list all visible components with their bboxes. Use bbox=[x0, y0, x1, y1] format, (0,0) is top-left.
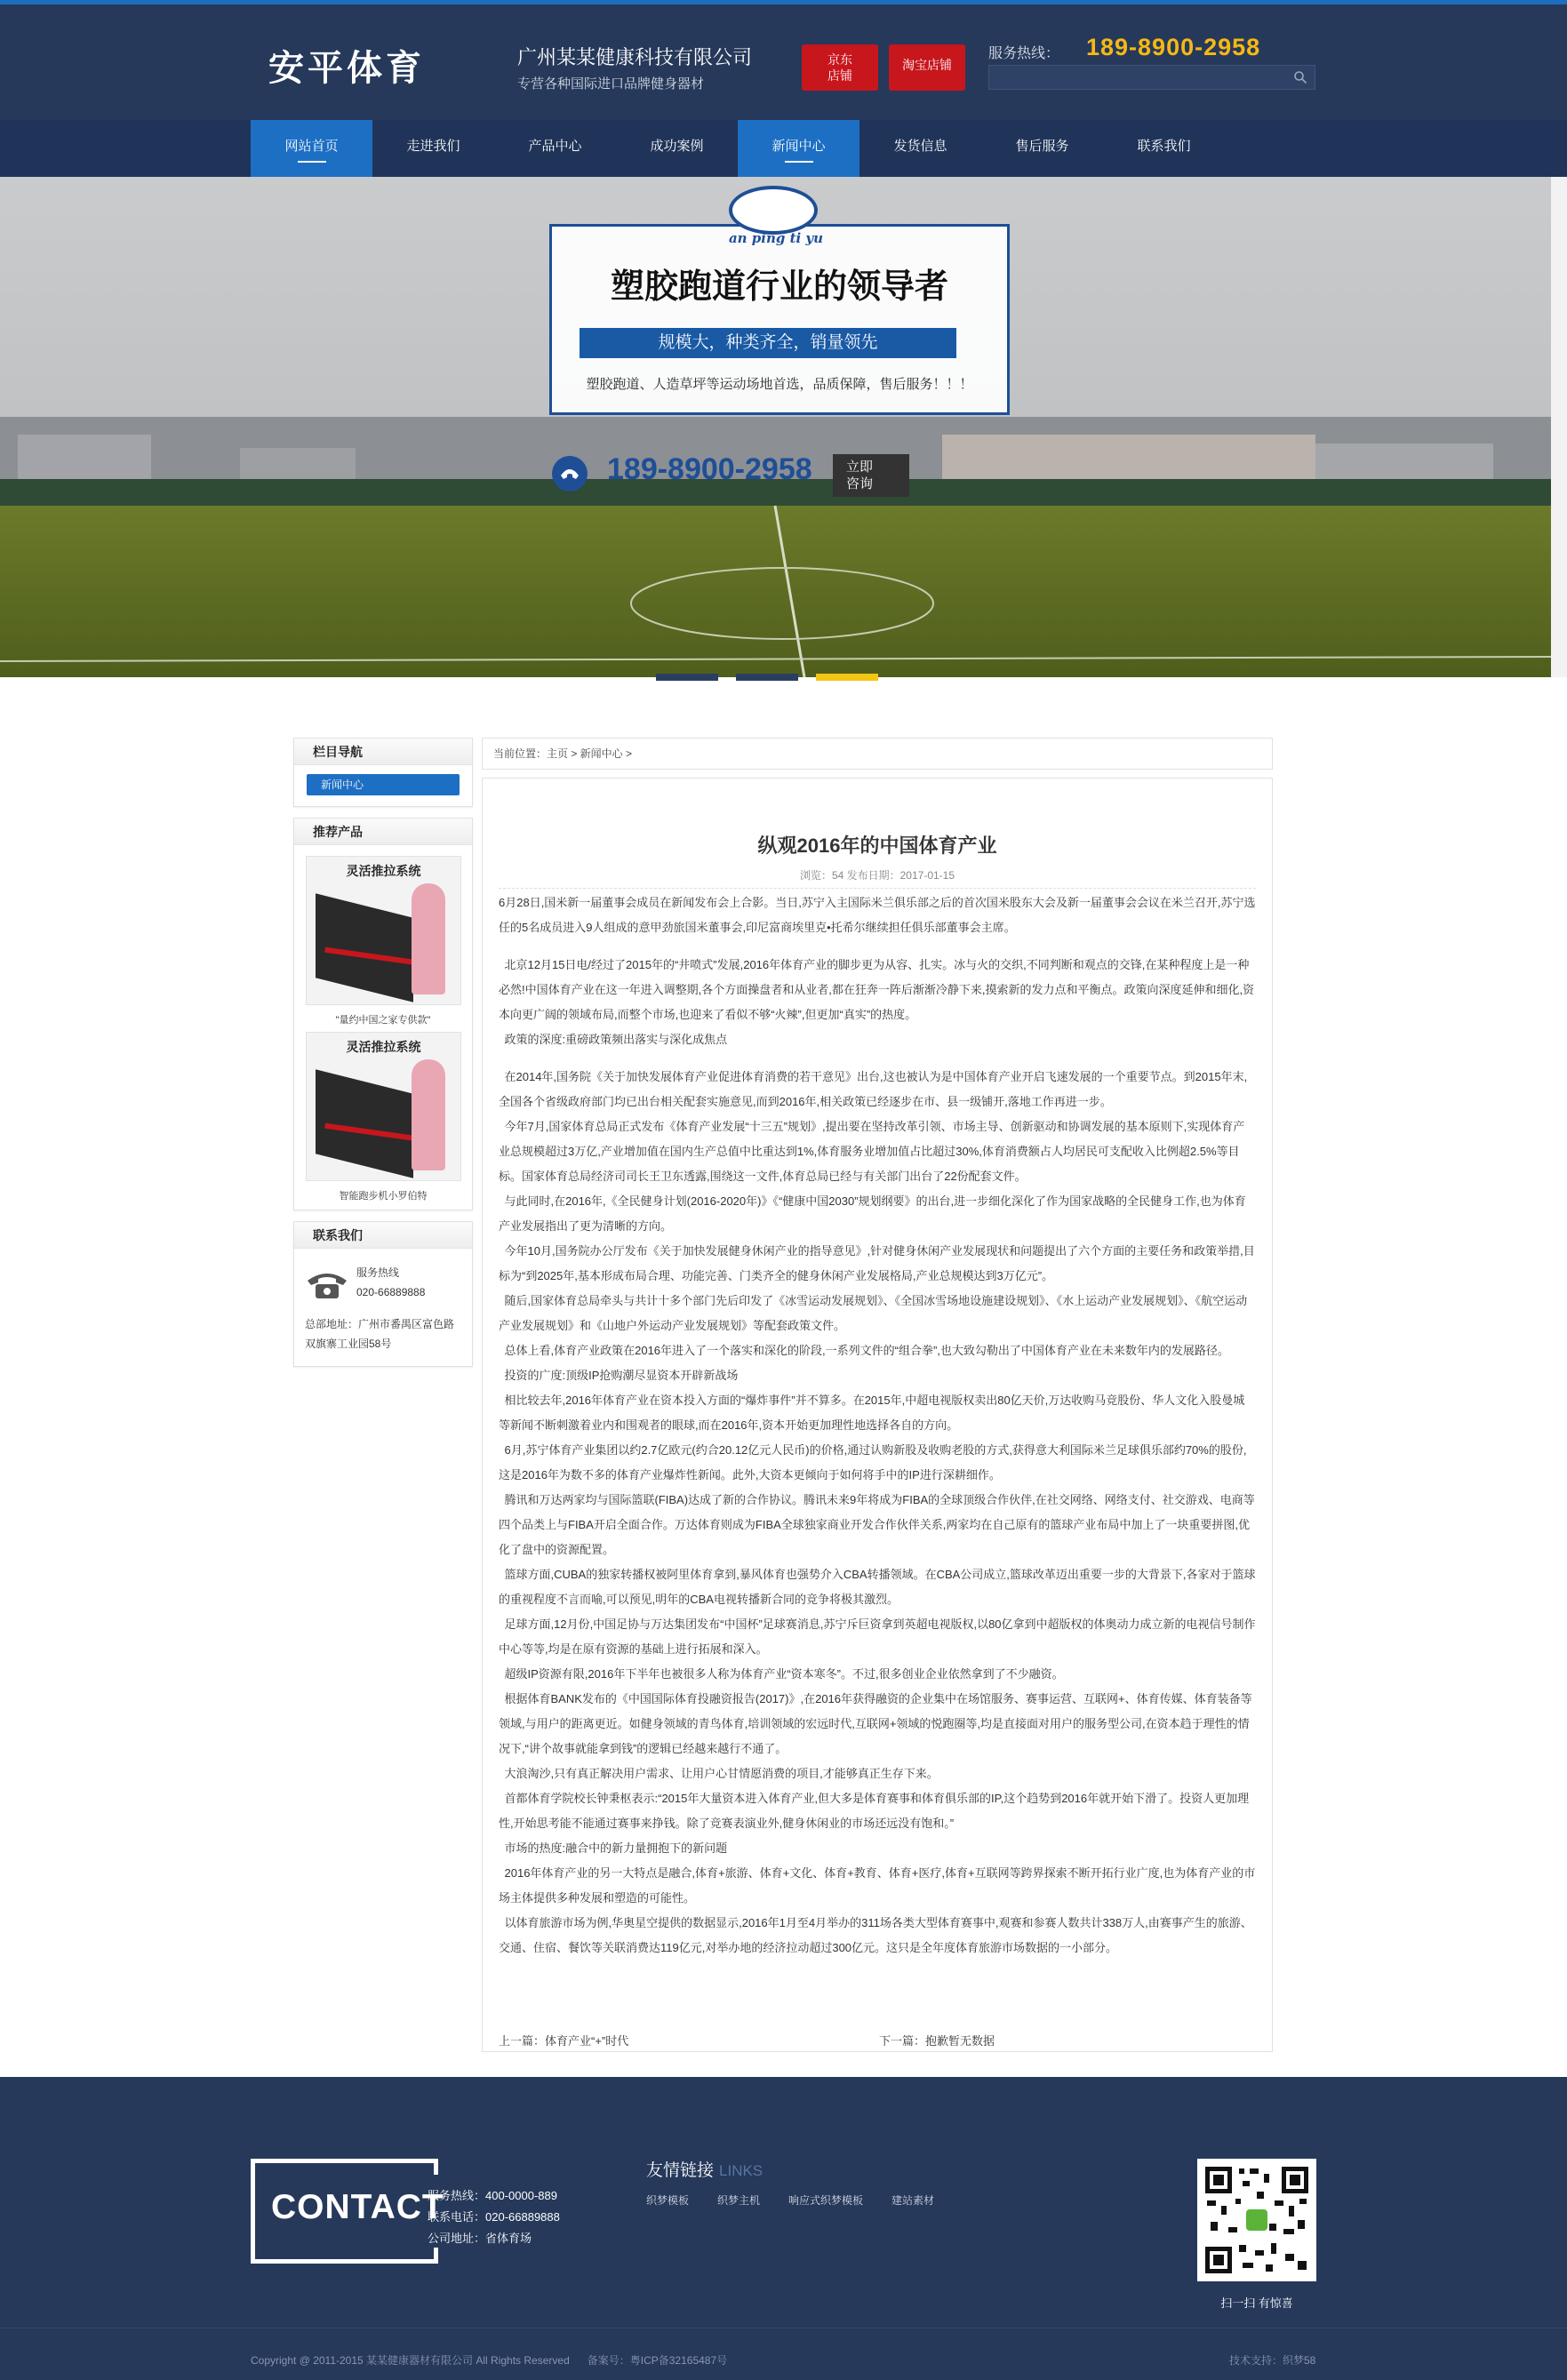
banner-tagline: 规模大，种类齐全，销量领先 bbox=[580, 328, 956, 358]
banner-dot-2[interactable] bbox=[736, 674, 798, 681]
friend-link[interactable]: 织梦主机 bbox=[717, 2194, 761, 2207]
footer-contact-info bbox=[428, 2185, 560, 2249]
product-caption[interactable]: 智能跑步机小罗伯特 bbox=[339, 1191, 428, 1202]
footer-contact-phone: 联系电话：020-66889888 bbox=[428, 2210, 560, 2224]
banner-consult-button[interactable]: 立即 咨询 bbox=[833, 454, 909, 497]
contact-logo-text: CONTACT bbox=[271, 2188, 444, 2226]
search-box bbox=[988, 65, 1315, 90]
contact-title: 联系我们 bbox=[294, 1222, 472, 1249]
article-paragraph: 今年7月,国家体育总局正式发布《体育产业发展“十三五”规划》,提出要在坚持改革引领、市场主导、创新驱动和协调发展的基本原则下,实现体育产业总规模超过3万亿,产业增加值在国内生产总值中比重达到1%,体育服务业增加值占比超过30%,体育消费额占人均居民可支配收入比例超2.5%等目标。国家体育总局经济司司长王卫东透露,围绕这一文件,体育总局已经与有关部门出台了22份配套文件。 bbox=[499, 1120, 1245, 1183]
nav-item-about[interactable]: 走进我们 bbox=[406, 139, 460, 154]
qr-code bbox=[1197, 2159, 1316, 2281]
qr-code-image bbox=[1203, 2165, 1310, 2275]
nav-item-products[interactable]: 产品中心 bbox=[528, 139, 582, 154]
prev-article-link[interactable]: 上一篇：体育产业“+”时代 bbox=[499, 2034, 629, 2048]
banner-dot-3[interactable] bbox=[816, 674, 878, 681]
company-slogan: 专营各种国际进口品牌健身器材 bbox=[517, 76, 705, 92]
banner-dot-1[interactable] bbox=[656, 674, 718, 681]
banner-brand-mark bbox=[729, 186, 818, 235]
hotline-label: 服务热线： bbox=[988, 46, 1060, 61]
product-image[interactable] bbox=[306, 1032, 461, 1181]
main-nav bbox=[0, 120, 1567, 177]
page-scrollbar[interactable] bbox=[1551, 177, 1567, 677]
article-paragraph: 足球方面,12月份,中国足协与万达集团发布“中国杯”足球赛消息,苏宁斥巨资拿到英超电视版权,以80亿拿到中超版权的体奥动力成立新的电视信号制作中心等等,均是在原有资源的基础上进行拓展和深入。 bbox=[499, 1617, 1256, 1656]
sidebar bbox=[293, 738, 473, 1378]
site-logo[interactable]: 安平体育 bbox=[268, 48, 425, 89]
model-figure bbox=[412, 1059, 445, 1170]
product-image-title: 灵活推拉系统 bbox=[346, 1040, 421, 1054]
article-paragraph: 相比较去年,2016年体育产业在资本投入方面的“爆炸事件”并不算多。在2015年,中超电视版权卖出80亿天价,万达收购马竞股份、华人文化入股曼城等新闻不断刺激着业内和围观者的眼球,而在2016年,资本开始更加理性地选择各自的方向。 bbox=[499, 1394, 1245, 1432]
site-header bbox=[0, 4, 1567, 120]
company-name: 广州某某健康科技有限公司 bbox=[517, 46, 753, 68]
breadcrumb[interactable]: 当前位置：主页 > 新闻中心 > bbox=[482, 738, 1273, 770]
article-paragraph: 在2014年,国务院《关于加快发展体育产业促进体育消费的若干意见》出台,这也被认为是中国体育产业开启飞速发展的一个重要节点。到2015年末,全国各个省级政府部门均已出台相关配套实施意见,而到2016年,相关政策已经逐步在市、县一级铺开,落地工作再进一步。 bbox=[499, 1070, 1248, 1108]
service-label: 服务热线 bbox=[356, 1266, 400, 1279]
model-figure bbox=[412, 883, 445, 994]
article-paragraph: 总体上看,体育产业政策在2016年进入了一个落实和深化的阶段,一系列文件的“组合拳”,也大致勾勒出了中国体育产业在未来数年内的发展路径。 bbox=[504, 1344, 1229, 1357]
article-paragraph: 大浪淘沙,只有真正解决用户需求、让用户心甘情愿消费的项目,才能够真正生存下来。 bbox=[504, 1767, 939, 1780]
nav-item-aftersales[interactable]: 售后服务 bbox=[1015, 139, 1069, 154]
banner-headline: 塑胶跑道行业的领导者 bbox=[610, 268, 948, 306]
footer-service-phone: 服务热线：400-0000-889 bbox=[428, 2189, 557, 2202]
banner-brand: an ping ti yu bbox=[728, 230, 824, 246]
nav-item-news[interactable]: 新闻中心 bbox=[738, 120, 859, 177]
article-paragraph: 市场的热度:融合中的新力量拥抱下的新问题 bbox=[504, 1841, 728, 1855]
service-phone: 020-66889888 bbox=[356, 1286, 426, 1298]
contact-logo-corner bbox=[434, 2248, 438, 2264]
telephone-icon bbox=[305, 1270, 349, 1300]
friend-links bbox=[646, 2192, 963, 2208]
jd-store-button[interactable]: 京东 店铺 bbox=[802, 44, 878, 91]
footer-address: 公司地址：省体育场 bbox=[428, 2232, 532, 2245]
site-footer bbox=[0, 2077, 1567, 2380]
hero-banner[interactable] bbox=[0, 177, 1551, 677]
nav-item-home[interactable]: 网站首页 bbox=[251, 120, 372, 177]
recommended-products-box bbox=[293, 818, 473, 1210]
article-paragraph: 首都体育学院校长钟秉枢表示:“2015年大量资本进入体育产业,但大多是体育赛事和体育俱乐部的IP,这个趋势到2016年就开始下滑了。投资人更加理性,开始思考能不能通过赛事来挣钱。除了竞赛表演业外,健身休闲业的市场还远没有饱和。” bbox=[499, 1792, 1250, 1830]
recommended-products-title: 推荐产品 bbox=[294, 819, 472, 845]
article-body bbox=[499, 891, 1256, 1961]
category-nav-box bbox=[293, 738, 473, 807]
article-paragraph: 根据体育BANK发布的《中国国际体育投融资报告(2017)》,在2016年获得融资的企业集中在场馆服务、赛事运营、互联网+、体育传媒、体育装备等领域,与用户的距离更近。如健身领域的青鸟体育,培训领域的宏远时代,互联网+领域的悦跑圈等,均是直接面对用户的服务型公司,在资本趋于理性的情况下,“讲个故事就能拿到钱”的逻辑已经越来越行不通了。 bbox=[499, 1692, 1252, 1755]
article-paragraph: 腾讯和万达两家均与国际篮联(FIBA)达成了新的合作协议。腾讯未来9年将成为FIBA的全球顶级合作伙伴,在社交网络、网络支付、社交游戏、电商等四个品类上与FIBA开启全面合作。万达体育则成为FIBA全球独家商业开发合作伙伴关系,两家均在自己原有的篮球产业布局中加上了一块重要拼图,优化了盘中的资源配置。 bbox=[499, 1493, 1255, 1556]
product-image[interactable] bbox=[306, 856, 461, 1005]
banner-description: 塑胶跑道、人造草坪等运动场地首选，品质保障，售后服务！！！ bbox=[586, 377, 973, 392]
hotline-number: 189-8900-2958 bbox=[1086, 34, 1261, 60]
nav-item-cases[interactable]: 成功案例 bbox=[650, 139, 704, 154]
sidebar-item-news[interactable]: 新闻中心 bbox=[307, 774, 460, 795]
article-paragraph: 6月,苏宁体育产业集团以约2.7亿欧元(约合20.12亿元人民币)的价格,通过认购新股及收购老股的方式,获得意大利国际米兰足球俱乐部约70%的股份,这是2016年为数不多的体育产业爆炸性新闻。此外,大资本更倾向于如何将手中的IP进行深耕细作。 bbox=[499, 1443, 1247, 1482]
friend-link[interactable]: 织梦模板 bbox=[646, 2194, 690, 2207]
friend-links-title bbox=[646, 2157, 763, 2181]
contact-logo-corner bbox=[434, 2159, 438, 2175]
article-paragraph: 超级IP资源有限,2016年下半年也被很多人称为体育产业“资本寒冬”。不过,很多创业企业依然拿到了不少融资。 bbox=[504, 1667, 1064, 1681]
article-paragraph: 投资的广度:顶级IP抢购潮尽显资本开辟新战场 bbox=[504, 1369, 739, 1382]
product-image-title: 灵活推拉系统 bbox=[346, 864, 421, 878]
search-input[interactable] bbox=[989, 66, 1283, 89]
search-icon[interactable] bbox=[1293, 70, 1307, 84]
product-card[interactable] bbox=[306, 1032, 460, 1208]
article-paragraph: 6月28日,国米新一届董事会成员在新闻发布会上合影。当日,苏宁入主国际米兰俱乐部之后的首次国米股东大会及新一届董事会会议在米兰召开,苏宁选任的5名成员进入9人组成的意甲劲旅国米董事会,印尼富商埃里克•托希尔继续担任俱乐部董事会主席。 bbox=[499, 896, 1256, 934]
qr-caption: 扫一扫 有惊喜 bbox=[1220, 2296, 1293, 2310]
nav-item-contact[interactable]: 联系我们 bbox=[1137, 139, 1191, 154]
friend-links-title-cn: 友情链接 bbox=[646, 2161, 715, 2180]
banner-pager bbox=[0, 674, 1567, 681]
friend-link[interactable]: 响应式织梦模板 bbox=[788, 2194, 864, 2207]
friend-links-title-en: LINKS bbox=[719, 2162, 764, 2179]
article bbox=[482, 778, 1273, 2052]
tech-support[interactable]: 技术支持：织梦58 bbox=[1229, 2354, 1316, 2367]
article-title: 纵观2016年的中国体育产业 bbox=[757, 835, 997, 857]
friend-link[interactable]: 建站素材 bbox=[891, 2194, 935, 2207]
article-paragraph: 北京12月15日电/经过了2015年的“井喷式”发展,2016年体育产业的脚步更为从容、扎实。冰与火的交织,不同判断和观点的交锋,在某种程度上是一种必然!中国体育产业在这一年进入调整期,各个方面操盘者和从业者,都在狂奔一阵后渐渐冷静下来,摸索新的发力点和平衡点。政策向深度延伸和细化,资本向更广阔的领域布局,而整个市场,也迎来了看似不够“火辣”,但更加“真实”的热度。 bbox=[499, 958, 1255, 1021]
nav-item-shipping[interactable]: 发货信息 bbox=[893, 139, 947, 154]
phone-icon bbox=[550, 454, 589, 493]
article-paragraph: 随后,国家体育总局牵头与共计十多个部门先后印发了《冰雪运动发展规划》、《全国冰雪场地设施建设规划》、《水上运动产业发展规划》、《航空运动产业发展规划》和《山地户外运动产业发展规划》等配套政策文件。 bbox=[499, 1294, 1248, 1332]
category-nav-title: 栏目导航 bbox=[294, 739, 472, 765]
address: 总部地址：广州市番禺区富色路双旗寨工业园58号 bbox=[305, 1318, 455, 1350]
copyright: Copyright @ 2011-2015 某某健康器材有限公司 All Rights Reserved 备案号：粤ICP备32165487号 bbox=[251, 2354, 728, 2367]
article-paragraph: 篮球方面,CUBA的独家转播权被阿里体育拿到,暴风体育也强势介入CBA转播领域。在CBA公司成立,篮球改革迈出重要一步的大背景下,各家对于篮球的重视程度不言而喻,可以预见,明年的CBA电视转播新合同的竞争将极其激烈。 bbox=[499, 1568, 1256, 1606]
next-article-link[interactable]: 下一篇：抱歉暂无数据 bbox=[879, 2034, 995, 2048]
article-paragraph: 2016年体育产业的另一大特点是融合,体育+旅游、体育+文化、体育+教育、体育+医疗,体育+互联网等跨界探索不断开拓行业广度,也为体育产业的市场主体提供多种发展和塑造的可能性。 bbox=[499, 1866, 1256, 1905]
product-caption[interactable]: "量约中国之家专供款" bbox=[335, 1015, 431, 1026]
article-paragraph: 以体育旅游市场为例,华奥星空提供的数据显示,2016年1月至4月举办的311场各类大型体育赛事中,观赛和参赛人数共计338万人,由赛事产生的旅游、交通、住宿、餐饮等关联消费达119亿元,对举办地的经济拉动超过300亿元。这只是全年度体育旅游市场数据的一小部分。 bbox=[499, 1916, 1252, 1954]
contact-box bbox=[293, 1221, 473, 1367]
content-area bbox=[482, 738, 1273, 2052]
article-meta: 浏览：54 发布日期：2017-01-15 bbox=[499, 867, 1256, 889]
article-paragraph: 与此同时,在2016年,《全民健身计划(2016-2020年)》《“健康中国2030”规划纲要》的出台,进一步细化深化了作为国家战略的全民健身工作,也为体育产业发展指出了更为清晰的方向。 bbox=[499, 1194, 1246, 1233]
article-paragraph: 政策的深度:重磅政策频出落实与深化成焦点 bbox=[504, 1033, 728, 1046]
article-paragraph: 今年10月,国务院办公厅发布《关于加快发展健身休闲产业的指导意见》,针对健身休闲产业发展现状和问题提出了六个方面的主要任务和政策举措,目标为“到2025年,基本形成布局合理、功能完善、门类齐全的健身休闲产业发展格局,产业总规模达到3万亿元”。 bbox=[499, 1244, 1255, 1282]
banner-phone: 189-8900-2958 bbox=[607, 452, 812, 486]
product-card[interactable] bbox=[306, 856, 460, 1032]
taobao-store-button[interactable]: 淘宝店铺 bbox=[889, 44, 965, 91]
